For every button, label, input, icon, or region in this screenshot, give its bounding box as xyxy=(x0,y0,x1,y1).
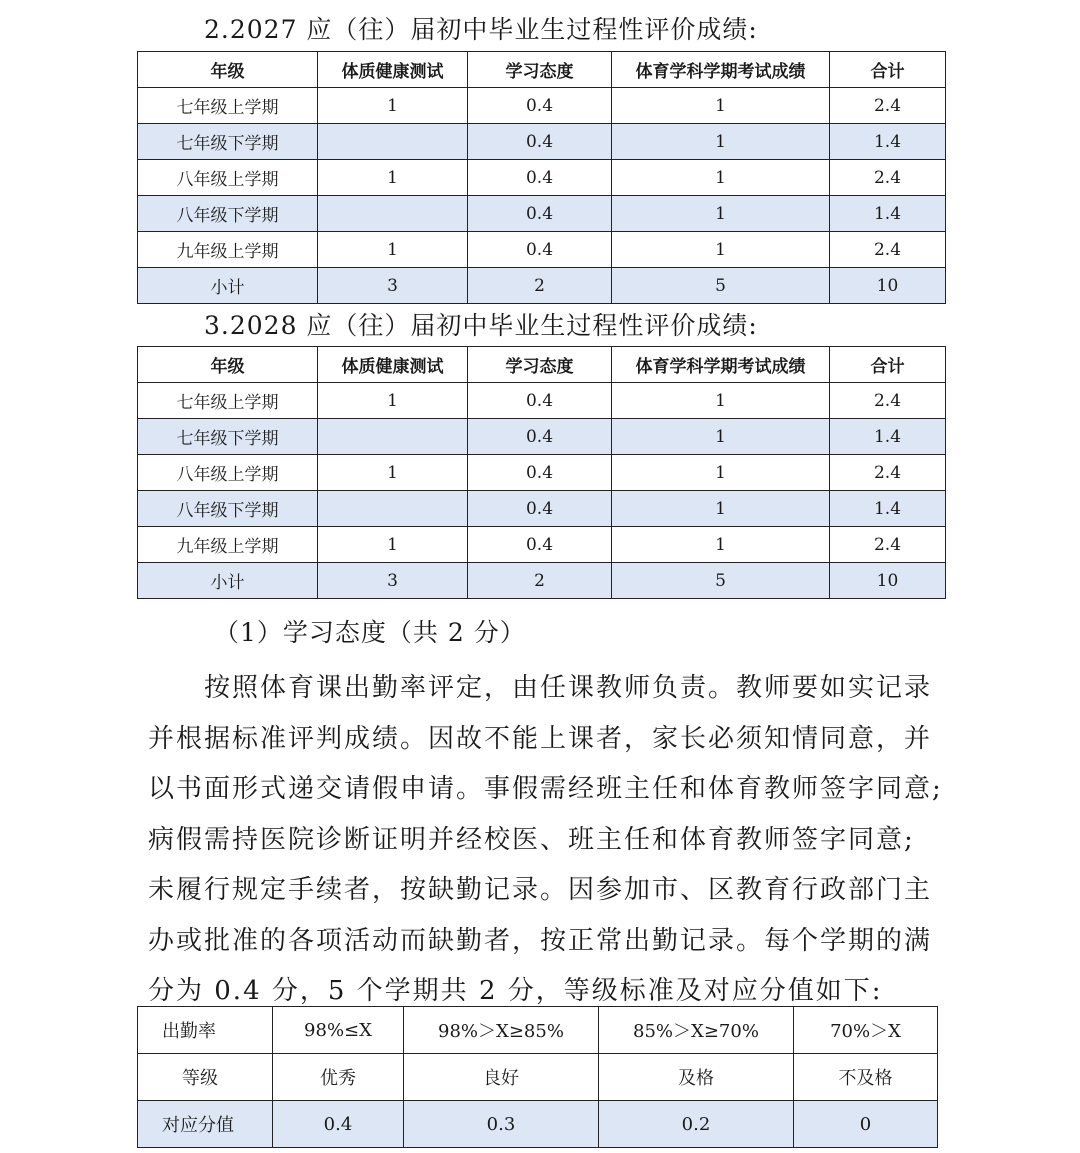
header-grade: 年级 xyxy=(138,347,318,383)
level-excellent-range: 98%≤X xyxy=(273,1007,404,1054)
score-good: 0.3 xyxy=(404,1101,599,1148)
header-total: 合计 xyxy=(830,347,946,383)
cell-exam: 1 xyxy=(612,232,830,268)
header-exam-score: 体育学科学期考试成绩 xyxy=(612,52,830,88)
score-fail: 0 xyxy=(794,1101,938,1148)
attendance-grading-table xyxy=(137,1006,938,1148)
cell-grade: 七年级上学期 xyxy=(138,88,318,124)
subtotal-row xyxy=(138,268,946,304)
paragraph-line: 并根据标准评判成绩。因故不能上课者，家长必须知情同意，并 xyxy=(148,723,933,754)
cell-grade: 八年级下学期 xyxy=(138,491,318,527)
cell-grade: 七年级下学期 xyxy=(138,419,318,455)
cell-grade: 七年级下学期 xyxy=(138,124,318,160)
grade-table-2028 xyxy=(137,346,946,599)
level-excellent: 优秀 xyxy=(273,1054,404,1101)
cell-exam: 1 xyxy=(612,383,830,419)
row-label: 等级 xyxy=(138,1054,273,1101)
cell-exam: 1 xyxy=(612,88,830,124)
cell-fitness: 1 xyxy=(318,160,468,196)
cell-exam: 1 xyxy=(612,527,830,563)
cell-grade: 九年级上学期 xyxy=(138,527,318,563)
cell-attitude: 0.4 xyxy=(468,160,612,196)
cell-fitness: 1 xyxy=(318,455,468,491)
header-attitude: 学习态度 xyxy=(468,347,612,383)
cell-total: 2.4 xyxy=(830,160,946,196)
cell-fitness xyxy=(318,196,468,232)
cell-attitude: 2 xyxy=(468,563,612,599)
paragraph-line: 分为 0.4 分，5 个学期共 2 分，等级标准及对应分值如下: xyxy=(148,976,883,1006)
cell-attitude: 0.4 xyxy=(468,383,612,419)
cell-total: 1.4 xyxy=(830,196,946,232)
level-pass: 及格 xyxy=(599,1054,794,1101)
level-good-range: 98%＞X≥85% xyxy=(404,1007,599,1054)
cell-grade: 九年级上学期 xyxy=(138,232,318,268)
cell-fitness: 3 xyxy=(318,268,468,304)
subtotal-row xyxy=(138,563,946,599)
cell-grade: 七年级上学期 xyxy=(138,383,318,419)
grade-level-row xyxy=(138,1054,938,1101)
table-row xyxy=(138,88,946,124)
cell-attitude: 0.4 xyxy=(468,88,612,124)
cell-grade: 八年级上学期 xyxy=(138,455,318,491)
attendance-rate-row xyxy=(138,1007,938,1054)
table-row xyxy=(138,232,946,268)
level-good: 良好 xyxy=(404,1054,599,1101)
paragraph-line: 按照体育课出勤率评定，由任课教师负责。教师要如实记录 xyxy=(204,673,933,703)
header-grade: 年级 xyxy=(138,52,318,88)
paragraph-line: 以书面形式递交请假申请。事假需经班主任和体育教师签字同意; xyxy=(148,774,943,804)
table-row xyxy=(138,527,946,563)
header-total: 合计 xyxy=(830,52,946,88)
row-label: 出勤率 xyxy=(138,1007,273,1054)
cell-fitness xyxy=(318,419,468,455)
table-row xyxy=(138,196,946,232)
cell-total: 2.4 xyxy=(830,88,946,124)
cell-fitness xyxy=(318,491,468,527)
table-header-row xyxy=(138,52,946,88)
cell-exam: 5 xyxy=(612,563,830,599)
cell-total: 2.4 xyxy=(830,232,946,268)
paragraph-line: 病假需持医院诊断证明并经校医、班主任和体育教师签字同意; xyxy=(148,824,915,855)
cell-attitude: 0.4 xyxy=(468,124,612,160)
cell-grade: 小计 xyxy=(138,268,318,304)
cell-exam: 1 xyxy=(612,160,830,196)
table-row xyxy=(138,160,946,196)
score-excellent: 0.4 xyxy=(273,1101,404,1148)
cell-attitude: 0.4 xyxy=(468,232,612,268)
table-row xyxy=(138,419,946,455)
cell-fitness: 1 xyxy=(318,232,468,268)
table-row xyxy=(138,383,946,419)
header-exam-score: 体育学科学期考试成绩 xyxy=(612,347,830,383)
header-fitness-test: 体质健康测试 xyxy=(318,347,468,383)
cell-attitude: 0.4 xyxy=(468,491,612,527)
cell-attitude: 2 xyxy=(468,268,612,304)
level-fail-range: 70%＞X xyxy=(794,1007,938,1054)
cell-fitness: 1 xyxy=(318,527,468,563)
level-fail: 不及格 xyxy=(794,1054,938,1101)
cell-grade: 八年级下学期 xyxy=(138,196,318,232)
score-pass: 0.2 xyxy=(599,1101,794,1148)
row-label: 对应分值 xyxy=(138,1101,273,1148)
table-row xyxy=(138,124,946,160)
cell-total: 1.4 xyxy=(830,491,946,527)
cell-total: 2.4 xyxy=(830,527,946,563)
cell-fitness xyxy=(318,124,468,160)
body-paragraph xyxy=(148,663,948,1017)
score-value-row xyxy=(138,1101,938,1148)
grade-table-2027 xyxy=(137,51,946,304)
paragraph-line: 办或批准的各项活动而缺勤者，按正常出勤记录。每个学期的满 xyxy=(148,925,933,956)
header-fitness-test: 体质健康测试 xyxy=(318,52,468,88)
header-attitude: 学习态度 xyxy=(468,52,612,88)
cell-exam: 1 xyxy=(612,455,830,491)
cell-attitude: 0.4 xyxy=(468,419,612,455)
section-2028-title: 3.2028 应（往）届初中毕业生过程性评价成绩: xyxy=(204,311,758,340)
section-2027-title: 2.2027 应（往）届初中毕业生过程性评价成绩: xyxy=(204,15,758,44)
table-row xyxy=(138,455,946,491)
paragraph-line: 未履行规定手续者，按缺勤记录。因参加市、区教育行政部门主 xyxy=(148,875,933,905)
level-pass-range: 85%＞X≥70% xyxy=(599,1007,794,1054)
cell-total: 10 xyxy=(830,268,946,304)
table-row xyxy=(138,491,946,527)
cell-attitude: 0.4 xyxy=(468,455,612,491)
cell-grade: 小计 xyxy=(138,563,318,599)
cell-exam: 1 xyxy=(612,491,830,527)
cell-exam: 1 xyxy=(612,419,830,455)
cell-grade: 八年级上学期 xyxy=(138,160,318,196)
subsection-title: （1）学习态度（共 2 分） xyxy=(214,618,526,647)
cell-exam: 5 xyxy=(612,268,830,304)
cell-exam: 1 xyxy=(612,196,830,232)
cell-total: 2.4 xyxy=(830,455,946,491)
cell-total: 1.4 xyxy=(830,124,946,160)
table-header-row xyxy=(138,347,946,383)
cell-total: 1.4 xyxy=(830,419,946,455)
cell-total: 10 xyxy=(830,563,946,599)
cell-attitude: 0.4 xyxy=(468,527,612,563)
cell-exam: 1 xyxy=(612,124,830,160)
cell-total: 2.4 xyxy=(830,383,946,419)
cell-attitude: 0.4 xyxy=(468,196,612,232)
cell-fitness: 3 xyxy=(318,563,468,599)
cell-fitness: 1 xyxy=(318,88,468,124)
cell-fitness: 1 xyxy=(318,383,468,419)
